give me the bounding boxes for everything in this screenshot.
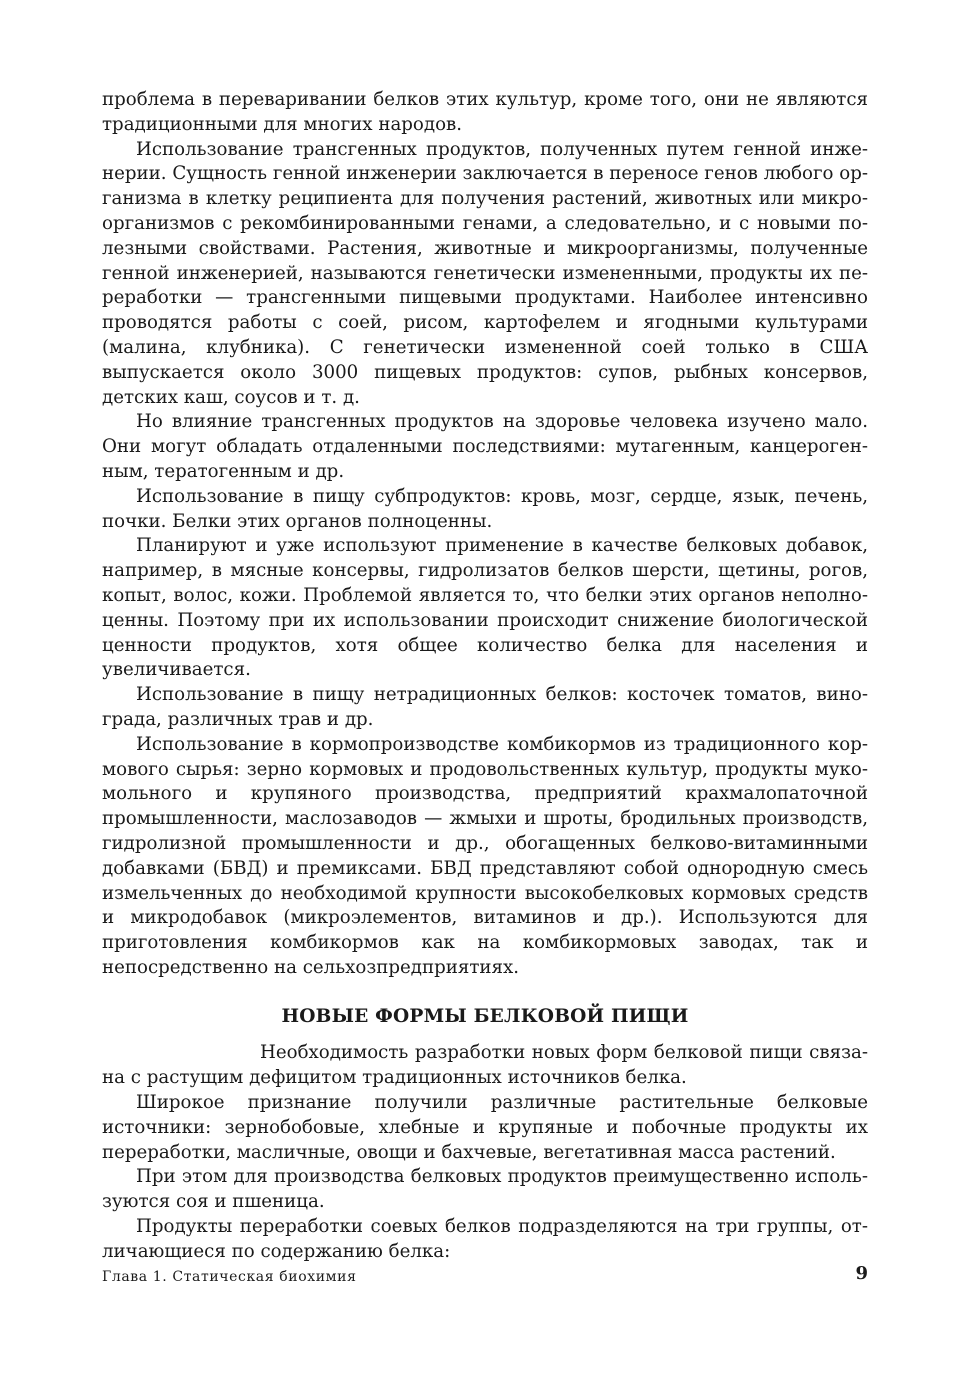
paragraph-plant-sources: Широкое признание получили различные растительные белковые источники: зернобобовые, хлебные и крупяные и побочные продукты их переработки, масличные, овощи и бахчевые, вегетативная масса растений. bbox=[102, 1092, 868, 1163]
paragraph-protein-additives: Планируют и уже используют применение в качестве белковых добавок, например, в мясные консервы, гидролизатов белков шерсти, щетины, рогов, копыт, волос, кожи. Проблемой является то, что белки этих органов неполноценны. Поэтому при их использовании происходит снижение биологической ценности продуктов, хотя общее количество белка для населения и увеличивается. bbox=[102, 535, 868, 681]
paragraph-continuation: проблема в переваривании белков этих культур, кроме того, они не являются традиционными для многих народов. bbox=[102, 89, 868, 135]
paragraph-transgenic-health: Но влияние трансгенных продуктов на здоровье человека изучено мало. Они могут обладать отдаленными последствиями: мутагенным, канцерогенным, тератогенным и др. bbox=[102, 411, 868, 482]
paragraph-offal: Использование в пищу субпродуктов: кровь, мозг, сердце, язык, печень, почки. Белки этих органов полноценны. bbox=[102, 485, 868, 532]
page-footer bbox=[102, 1263, 868, 1285]
paragraph-soy-groups: Продукты переработки соевых белков подразделяются на три группы, отличающиеся по содержанию белка: bbox=[102, 1216, 868, 1262]
paragraph-transgenic-products: Использование трансгенных продуктов, полученных путем генной инженерии. Сущность генной инженерии заключается в переносе генов любого организма в клетку реципиента для получения растений, животных или микроорганизмов с рекомбинированными генами, а следовательно, и с новыми полезными свойствами. Растения, животные и микроорганизмы, полученные генной инженерией, называются генетически измененными, продукты их переработки — трансгенными пищевыми продуктами. Наиболее интенсивно проводятся работы с соей, рисом, картофелем и ягодными культурами (малина, клубника). С генетически измененной соей только в США выпускается около 3000 пищевых продуктов: супов, рыбных консервов, детских каш, соусов и т. д. bbox=[102, 138, 868, 408]
footer-chapter-title: Глава 1. Статическая биохимия bbox=[102, 1269, 357, 1285]
section-heading: НОВЫЕ ФОРМЫ БЕЛКОВОЙ ПИЩИ bbox=[281, 1005, 689, 1027]
paragraph-soy-wheat: При этом для производства белковых продуктов преимущественно используются соя и пшеница. bbox=[102, 1166, 868, 1213]
page-number: 9 bbox=[855, 1263, 868, 1284]
paragraph-nontraditional-proteins: Использование в пищу нетрадиционных белков: косточек томатов, винограда, различных трав и др. bbox=[102, 684, 868, 730]
paragraph-feed-production: Использование в кормопроизводстве комбикормов из традиционного кормового сырья: зерно кормовых и продовольственных культур, продукты мукомольного и крупяного производства, предприятий крахмалопаточной промышленности, маслозаводов — жмыхи и шроты, бродильных производств, гидролизной промышленности и др., обогащенных белково-витаминными добавками (БВД) и премиксами. БВД представляют собой однородную смесь измельченных до необходимой крупности высокобелковых кормовых средств и микродобавок (микроэлементов, витаминов и др.). Используются для приготовления комбикормов как на комбикормовых заводах, так и непосредственно на сельхозпредприятиях. bbox=[102, 733, 868, 978]
paragraph-new-forms-intro: Необходимость разработки новых форм белковой пищи связана с растущим дефицитом традиционных источников белка. bbox=[102, 1042, 868, 1089]
page-body bbox=[102, 88, 868, 1265]
